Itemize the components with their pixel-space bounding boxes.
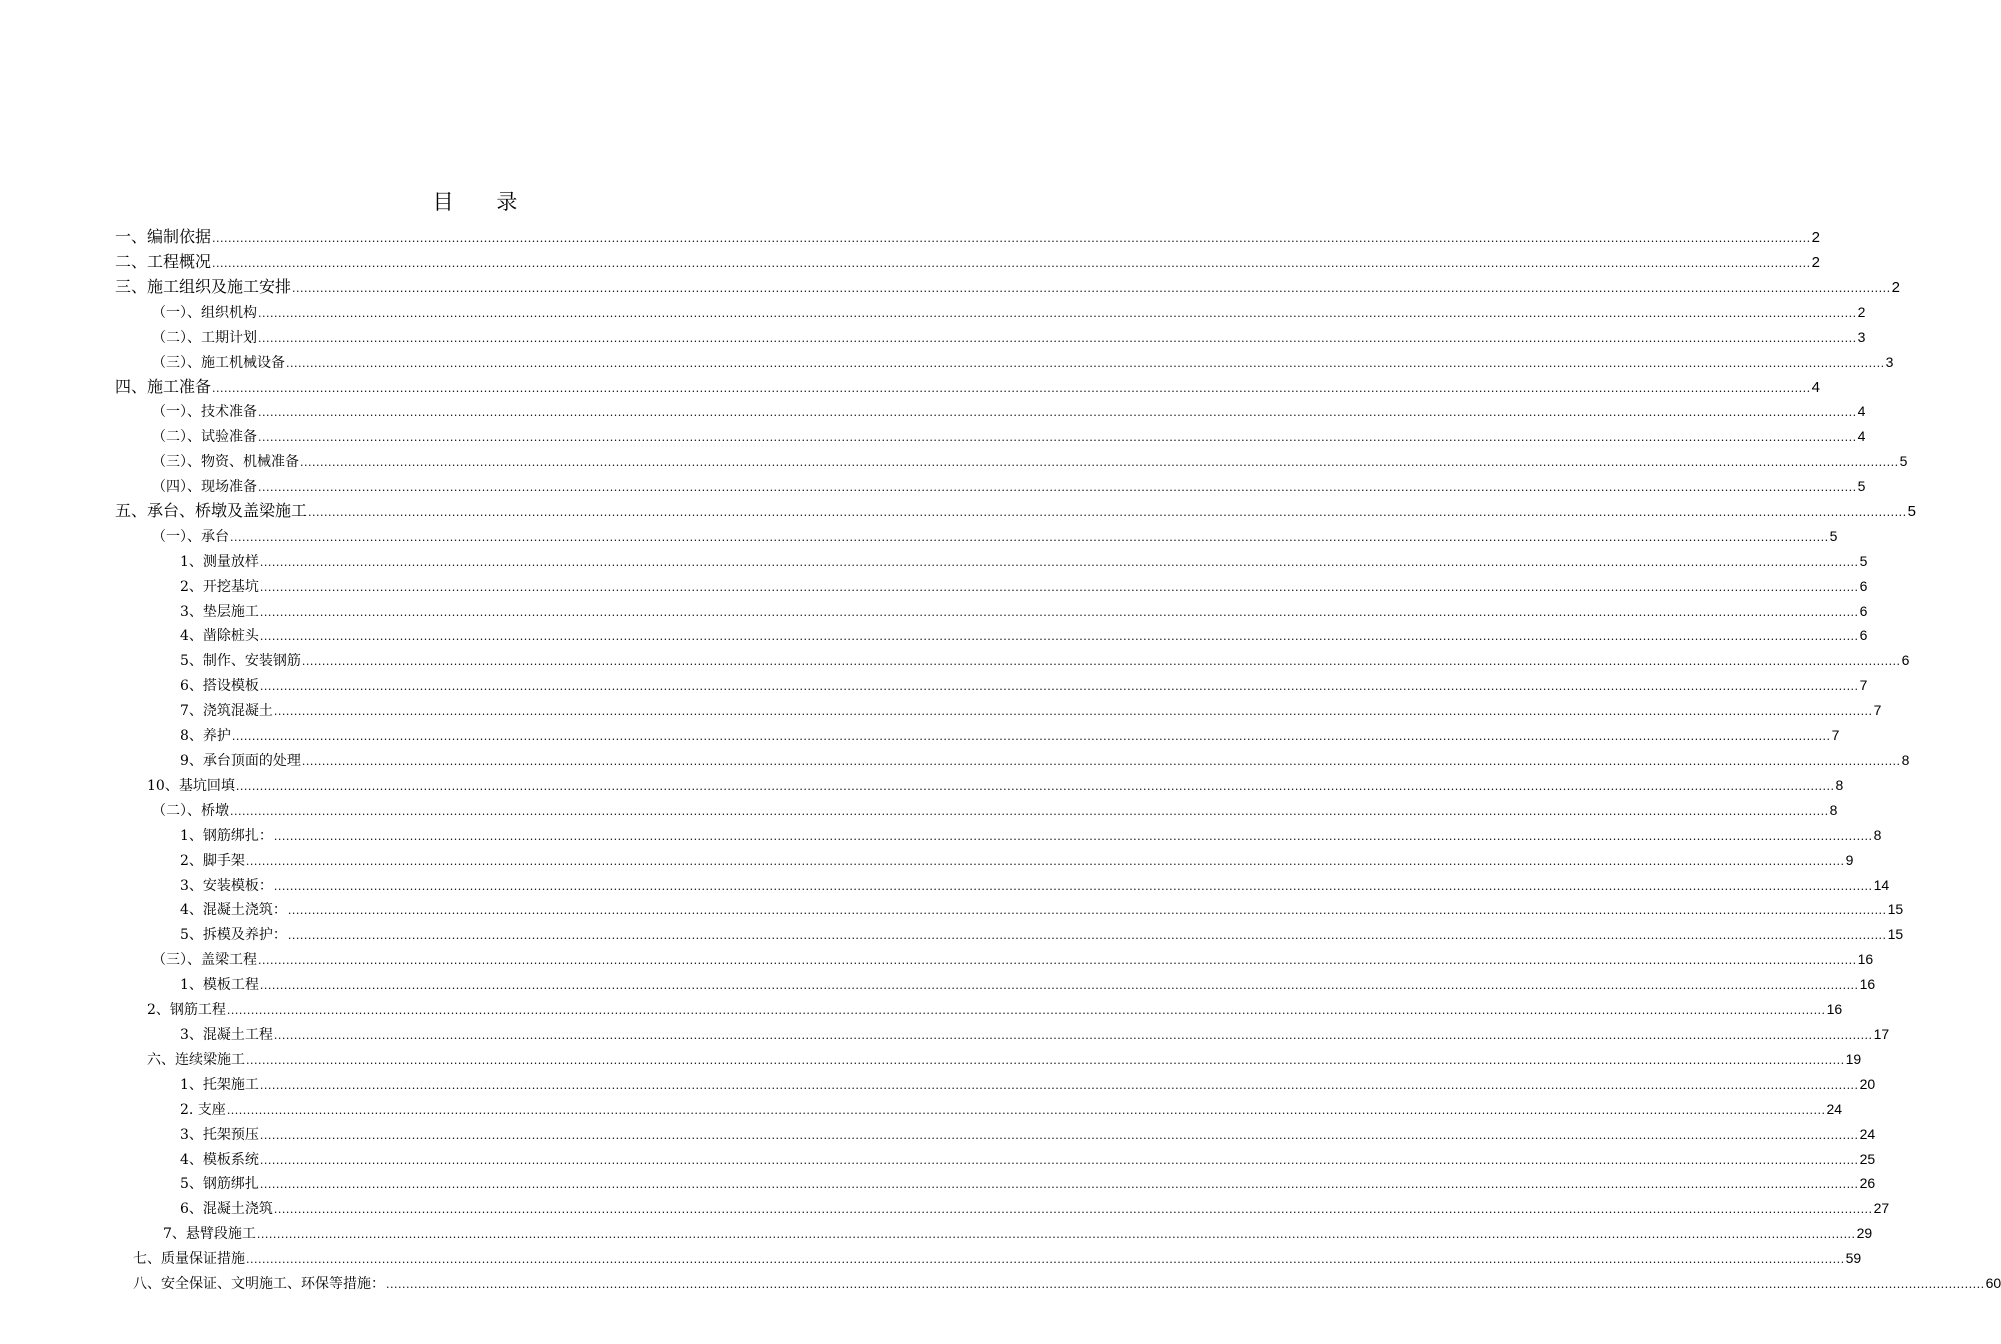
toc-entry[interactable]	[152, 799, 1838, 821]
toc-entry-page: 5	[1899, 453, 1908, 469]
toc-entry[interactable]	[180, 749, 1910, 771]
toc-leader-dots: ................................................................................................................................................................................................................................................................................................................................................................................................................	[259, 680, 1859, 693]
toc-entry[interactable]	[180, 600, 1868, 622]
toc-entry-page: 4	[1811, 379, 1820, 396]
toc-entry-label: 三、施工组织及施工安排	[115, 277, 292, 296]
toc-leader-dots: ................................................................................................................................................................................................................................................................................................................................................................................................................	[212, 232, 1811, 245]
toc-entry-page: 6	[1859, 603, 1868, 619]
toc-entry[interactable]	[180, 1172, 1876, 1194]
toc-leader-dots: ................................................................................................................................................................................................................................................................................................................................................................................................................	[259, 1079, 1859, 1092]
toc-entry-label: 八、安全保证、文明施工、环保等措施：	[133, 1276, 385, 1292]
toc-entry-label: 6、混凝土浇筑	[180, 1201, 273, 1217]
toc-entry-label: 4、混凝土浇筑：	[180, 902, 287, 918]
toc-leader-dots: ................................................................................................................................................................................................................................................................................................................................................................................................................	[259, 1129, 1859, 1142]
toc-entry-page: 19	[1845, 1051, 1862, 1067]
toc-leader-dots: ................................................................................................................................................................................................................................................................................................................................................................................................................	[226, 1104, 1826, 1117]
toc-entry[interactable]	[180, 824, 1882, 846]
toc-leader-dots: ................................................................................................................................................................................................................................................................................................................................................................................................................	[258, 307, 1857, 320]
toc-leader-dots: ................................................................................................................................................................................................................................................................................................................................................................................................................	[273, 830, 1873, 843]
toc-entry[interactable]	[133, 1272, 2001, 1294]
toc-entry-page: 4	[1857, 428, 1866, 444]
toc-entry-label: 3、垫层施工	[180, 604, 259, 620]
toc-entry-page: 25	[1859, 1151, 1876, 1167]
toc-entry[interactable]	[115, 376, 1820, 398]
toc-entry-page: 2	[1811, 254, 1820, 271]
toc-leader-dots: ................................................................................................................................................................................................................................................................................................................................................................................................................	[246, 1054, 1845, 1067]
toc-leader-dots: ................................................................................................................................................................................................................................................................................................................................................................................................................	[258, 332, 1857, 345]
toc-entry-page: 2	[1811, 229, 1820, 246]
toc-entry-page: 15	[1887, 926, 1904, 942]
toc-leader-dots: ................................................................................................................................................................................................................................................................................................................................................................................................................	[245, 855, 1845, 868]
toc-leader-dots: ................................................................................................................................................................................................................................................................................................................................................................................................................	[226, 1004, 1826, 1017]
toc-entry[interactable]	[180, 1148, 1876, 1170]
toc-entry-page: 14	[1873, 877, 1890, 893]
toc-entry-page: 6	[1901, 652, 1910, 668]
toc-leader-dots: ................................................................................................................................................................................................................................................................................................................................................................................................................	[259, 1178, 1859, 1191]
toc-entry-page: 5	[1857, 478, 1866, 494]
toc-entry-page: 7	[1831, 727, 1840, 743]
toc-entry[interactable]	[180, 699, 1882, 721]
toc-entry-label: （二）、试验准备	[152, 429, 257, 445]
toc-leader-dots: ................................................................................................................................................................................................................................................................................................................................................................................................................	[259, 556, 1859, 569]
toc-title: 目 录	[432, 190, 536, 214]
toc-leader-dots: ................................................................................................................................................................................................................................................................................................................................................................................................................	[230, 805, 1829, 818]
toc-entry[interactable]	[147, 998, 1843, 1020]
toc-leader-dots: ................................................................................................................................................................................................................................................................................................................................................................................................................	[292, 282, 1891, 295]
toc-entry-label: （三）、物资、机械准备	[152, 454, 299, 470]
toc-entry-page: 8	[1873, 827, 1882, 843]
toc-entry-label: 二、工程概况	[115, 252, 212, 271]
toc-entry-page: 9	[1845, 852, 1854, 868]
toc-entry-label: （一）、组织机构	[152, 305, 257, 321]
toc-entry[interactable]	[152, 326, 1866, 348]
toc-leader-dots: ................................................................................................................................................................................................................................................................................................................................................................................................................	[231, 730, 1831, 743]
toc-leader-dots: ................................................................................................................................................................................................................................................................................................................................................................................................................	[259, 581, 1859, 594]
toc-entry-label: 5、拆模及养护：	[180, 927, 287, 943]
toc-entry[interactable]	[180, 898, 1904, 920]
toc-entry[interactable]	[180, 874, 1890, 896]
toc-entry[interactable]	[180, 849, 1854, 871]
toc-leader-dots: ................................................................................................................................................................................................................................................................................................................................................................................................................	[230, 531, 1829, 544]
toc-entry[interactable]	[152, 525, 1838, 547]
toc-entry-label: 七、质量保证措施	[133, 1251, 245, 1267]
toc-entry-label: 3、混凝土工程	[180, 1027, 273, 1043]
toc-entry[interactable]	[180, 1123, 1876, 1145]
toc-entry-label: （四）、现场准备	[152, 479, 257, 495]
toc-entry-page: 6	[1859, 578, 1868, 594]
toc-leader-dots: ................................................................................................................................................................................................................................................................................................................................................................................................................	[301, 755, 1901, 768]
toc-leader-dots: ................................................................................................................................................................................................................................................................................................................................................................................................................	[273, 880, 1873, 893]
toc-entry[interactable]	[180, 1073, 1876, 1095]
toc-entry-page: 8	[1835, 777, 1844, 793]
toc-entry-label: （三）、盖梁工程	[152, 952, 257, 968]
toc-entry-label: 5、钢筋绑扎	[180, 1176, 259, 1192]
toc-entry-label: 一、编制依据	[115, 227, 212, 246]
toc-entry[interactable]	[180, 674, 1868, 696]
toc-entry-page: 5	[1829, 528, 1838, 544]
toc-entry[interactable]	[152, 475, 1866, 497]
toc-leader-dots: ................................................................................................................................................................................................................................................................................................................................................................................................................	[256, 1228, 1856, 1241]
toc-entry[interactable]	[147, 1048, 1862, 1070]
toc-entry[interactable]	[180, 1197, 1890, 1219]
toc-entry-label: 2、开挖基坑	[180, 579, 259, 595]
toc-entry-page: 3	[1857, 329, 1866, 345]
toc-entry-label: 4、凿除桩头	[180, 628, 259, 644]
toc-entry-label: （一）、技术准备	[152, 404, 257, 420]
toc-leader-dots: ................................................................................................................................................................................................................................................................................................................................................................................................................	[258, 954, 1857, 967]
toc-entry[interactable]	[115, 226, 1820, 248]
toc-entry[interactable]	[180, 973, 1876, 995]
toc-entry-label: 9、承台顶面的处理	[180, 753, 301, 769]
toc-entry-label: （三）、施工机械设备	[152, 355, 285, 371]
toc-leader-dots: ................................................................................................................................................................................................................................................................................................................................................................................................................	[258, 431, 1857, 444]
toc-entry[interactable]	[180, 624, 1868, 646]
toc-leader-dots: ................................................................................................................................................................................................................................................................................................................................................................................................................	[259, 979, 1859, 992]
toc-entry[interactable]	[180, 550, 1868, 572]
toc-entry-page: 60	[1985, 1275, 2001, 1291]
toc-entry[interactable]	[152, 425, 1866, 447]
toc-entry-page: 15	[1887, 901, 1904, 917]
toc-entry[interactable]	[180, 575, 1868, 597]
toc-entry-page: 27	[1873, 1200, 1890, 1216]
toc-entry-label: 2、钢筋工程	[147, 1002, 226, 1018]
toc-entry-page: 59	[1845, 1250, 1862, 1266]
toc-entry-label: 7、悬臂段施工	[163, 1226, 256, 1242]
toc-leader-dots: ................................................................................................................................................................................................................................................................................................................................................................................................................	[259, 1154, 1859, 1167]
toc-entry-label: 1、模板工程	[180, 977, 259, 993]
toc-leader-dots: ................................................................................................................................................................................................................................................................................................................................................................................................................	[273, 1029, 1873, 1042]
toc-entry-label: 7、浇筑混凝土	[180, 703, 273, 719]
toc-leader-dots: ................................................................................................................................................................................................................................................................................................................................................................................................................	[259, 630, 1859, 643]
toc-entry-page: 24	[1826, 1101, 1843, 1117]
toc-entry-label: （二）、桥墩	[152, 803, 229, 819]
toc-leader-dots: ................................................................................................................................................................................................................................................................................................................................................................................................................	[287, 904, 1887, 917]
toc-entry[interactable]	[163, 1222, 1873, 1244]
toc-entry-page: 29	[1856, 1225, 1873, 1241]
toc-entry-page: 8	[1901, 752, 1910, 768]
toc-entry-label: 8、养护	[180, 728, 231, 744]
toc-leader-dots: ................................................................................................................................................................................................................................................................................................................................................................................................................	[273, 1203, 1873, 1216]
toc-leader-dots: ................................................................................................................................................................................................................................................................................................................................................................................................................	[246, 1253, 1845, 1266]
toc-entry-page: 26	[1859, 1175, 1876, 1191]
toc-entry-page: 8	[1829, 802, 1838, 818]
toc-entry-label: 五、承台、桥墩及盖梁施工	[115, 501, 308, 520]
toc-leader-dots: ................................................................................................................................................................................................................................................................................................................................................................................................................	[212, 382, 1811, 395]
toc-leader-dots: ................................................................................................................................................................................................................................................................................................................................................................................................................	[386, 1278, 1985, 1291]
toc-entry-page: 2	[1891, 279, 1900, 296]
toc-entry-label: 2、脚手架	[180, 853, 245, 869]
toc-entry[interactable]	[152, 450, 1908, 472]
toc-entry-label: 3、托架预压	[180, 1127, 259, 1143]
toc-entry-page: 7	[1873, 702, 1882, 718]
toc-leader-dots: ................................................................................................................................................................................................................................................................................................................................................................................................................	[300, 456, 1899, 469]
toc-entry[interactable]	[133, 1247, 1862, 1269]
toc-leader-dots: ................................................................................................................................................................................................................................................................................................................................................................................................................	[258, 481, 1857, 494]
toc-entry-label: （一）、承台	[152, 529, 229, 545]
toc-entry[interactable]	[180, 1023, 1890, 1045]
toc-leader-dots: ................................................................................................................................................................................................................................................................................................................................................................................................................	[286, 357, 1885, 370]
toc-entry-page: 2	[1857, 304, 1866, 320]
toc-leader-dots: ................................................................................................................................................................................................................................................................................................................................................................................................................	[258, 406, 1857, 419]
toc-leader-dots: ................................................................................................................................................................................................................................................................................................................................................................................................................	[273, 705, 1873, 718]
toc-entry[interactable]	[115, 276, 1900, 298]
toc-entry-page: 24	[1859, 1126, 1876, 1142]
toc-entry-label: 10、基坑回填	[147, 778, 235, 794]
toc-entry-page: 16	[1859, 976, 1876, 992]
toc-entry-label: 四、施工准备	[115, 377, 212, 396]
toc-entry-label: 2. 支座	[180, 1102, 226, 1118]
toc-entry-page: 20	[1859, 1076, 1876, 1092]
toc-entry-label: （二）、工期计划	[152, 330, 257, 346]
toc-entry-page: 5	[1907, 503, 1916, 520]
toc-entry-label: 1、托架施工	[180, 1077, 259, 1093]
toc-entry[interactable]	[180, 1098, 1843, 1120]
toc-entry[interactable]	[115, 251, 1820, 273]
toc-leader-dots: ................................................................................................................................................................................................................................................................................................................................................................................................................	[235, 780, 1835, 793]
toc-entry-label: 1、钢筋绑扎：	[180, 828, 273, 844]
toc-entry-label: 5、制作、安装钢筋	[180, 653, 301, 669]
toc-entry[interactable]	[180, 923, 1904, 945]
toc-entry[interactable]	[152, 301, 1866, 323]
toc-entry[interactable]	[147, 774, 1844, 796]
toc-entry-label: 六、连续梁施工	[147, 1052, 245, 1068]
toc-entry[interactable]	[152, 400, 1866, 422]
toc-leader-dots: ................................................................................................................................................................................................................................................................................................................................................................................................................	[259, 606, 1859, 619]
toc-entry-label: 6、搭设模板	[180, 678, 259, 694]
toc-entry-label: 3、安装模板：	[180, 878, 273, 894]
toc-entry-label: 1、测量放样	[180, 554, 259, 570]
toc-entry-label: 4、模板系统	[180, 1152, 259, 1168]
toc-entry[interactable]	[180, 724, 1840, 746]
toc-entry[interactable]	[152, 351, 1894, 373]
toc-leader-dots: ................................................................................................................................................................................................................................................................................................................................................................................................................	[301, 655, 1901, 668]
toc-entry-page: 6	[1859, 627, 1868, 643]
toc-entry-page: 3	[1885, 354, 1894, 370]
toc-entry-page: 5	[1859, 553, 1868, 569]
toc-leader-dots: ................................................................................................................................................................................................................................................................................................................................................................................................................	[308, 506, 1907, 519]
toc-entry-page: 16	[1857, 951, 1874, 967]
toc-leader-dots: ................................................................................................................................................................................................................................................................................................................................................................................................................	[287, 929, 1887, 942]
toc-entry-page: 7	[1859, 677, 1868, 693]
toc-entry[interactable]	[152, 948, 1874, 970]
toc-entry-page: 16	[1826, 1001, 1843, 1017]
toc-leader-dots: ................................................................................................................................................................................................................................................................................................................................................................................................................	[212, 257, 1811, 270]
toc-entry-page: 4	[1857, 403, 1866, 419]
toc-entry[interactable]	[115, 500, 1916, 522]
toc-entry-page: 17	[1873, 1026, 1890, 1042]
toc-entry[interactable]	[180, 649, 1910, 671]
